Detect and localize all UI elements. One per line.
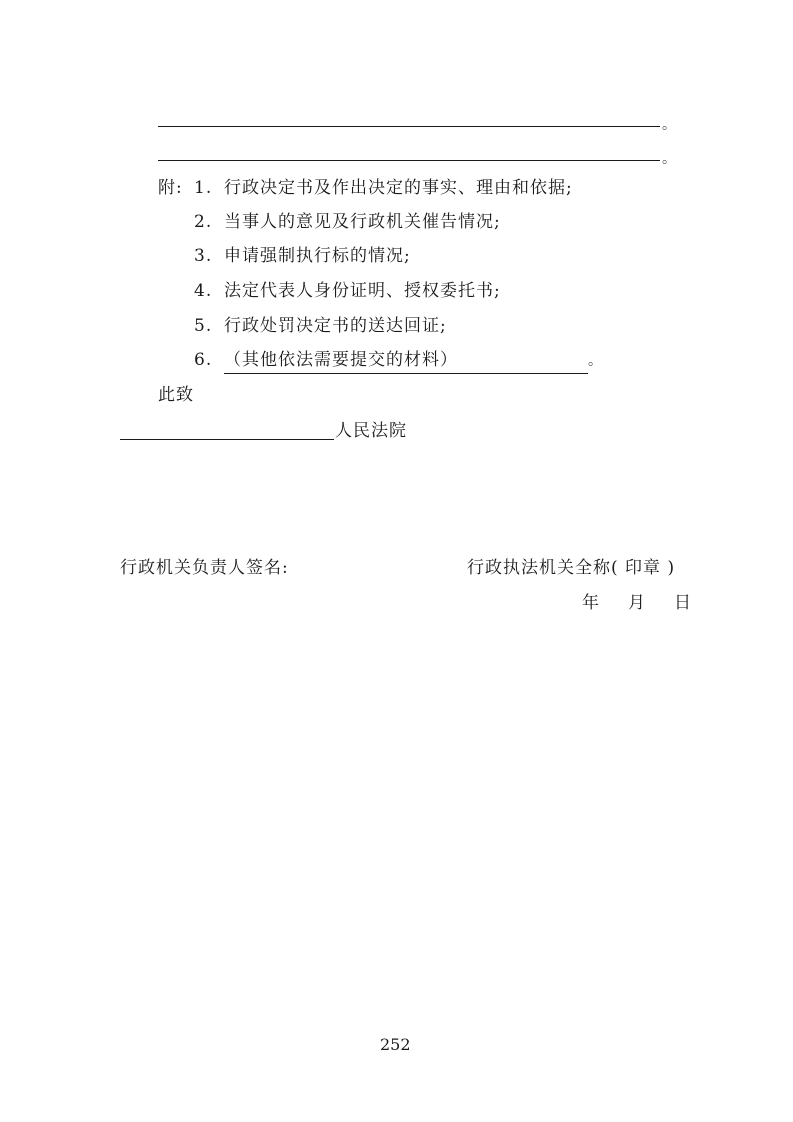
attachment-text: 申请强制执行标的情况; (224, 246, 411, 266)
attachment-item-3 (194, 245, 411, 267)
attachment-text: 法定代表人身份证明、授权委托书; (224, 281, 501, 301)
attachment-item-4 (194, 280, 501, 302)
attachment-text: 行政决定书及作出决定的事实、理由和依据; (224, 178, 573, 198)
responsible-signature-label: 行政机关负责人签名: (120, 558, 289, 578)
salutation: 此致 (158, 385, 194, 405)
attachment-item-5 (194, 315, 447, 337)
attachment-text: 行政处罚决定书的送达回证; (224, 316, 447, 336)
court-name-blank (120, 439, 334, 440)
attachment-number: 3. (194, 246, 213, 266)
attachment-item-1 (194, 177, 573, 199)
attachments-prefix: 附: (158, 178, 183, 198)
item-6-period: 。 (588, 353, 603, 369)
date-label: 年 月 日 (582, 593, 697, 613)
attachment-text-underlined: （其他依法需要提交的材料） (224, 349, 588, 374)
blank-line-2 (158, 160, 660, 161)
blank-line-1 (158, 126, 660, 127)
attachment-item-6 (194, 349, 603, 374)
agency-seal-label: 行政执法机关全称( 印章 ) (467, 558, 676, 578)
page-number: 252 (380, 1035, 411, 1054)
attachment-number: 5. (194, 316, 213, 336)
line-2-period: 。 (662, 151, 676, 167)
attachment-item-2 (194, 211, 501, 233)
court-label: 人民法院 (335, 421, 407, 441)
attachment-number: 2. (194, 212, 213, 232)
line-1-period: 。 (662, 117, 676, 133)
attachment-text: 当事人的意见及行政机关催告情况; (224, 212, 501, 232)
attachment-number: 6. (194, 350, 213, 370)
attachment-number: 1. (194, 178, 213, 198)
attachment-number: 4. (194, 281, 213, 301)
